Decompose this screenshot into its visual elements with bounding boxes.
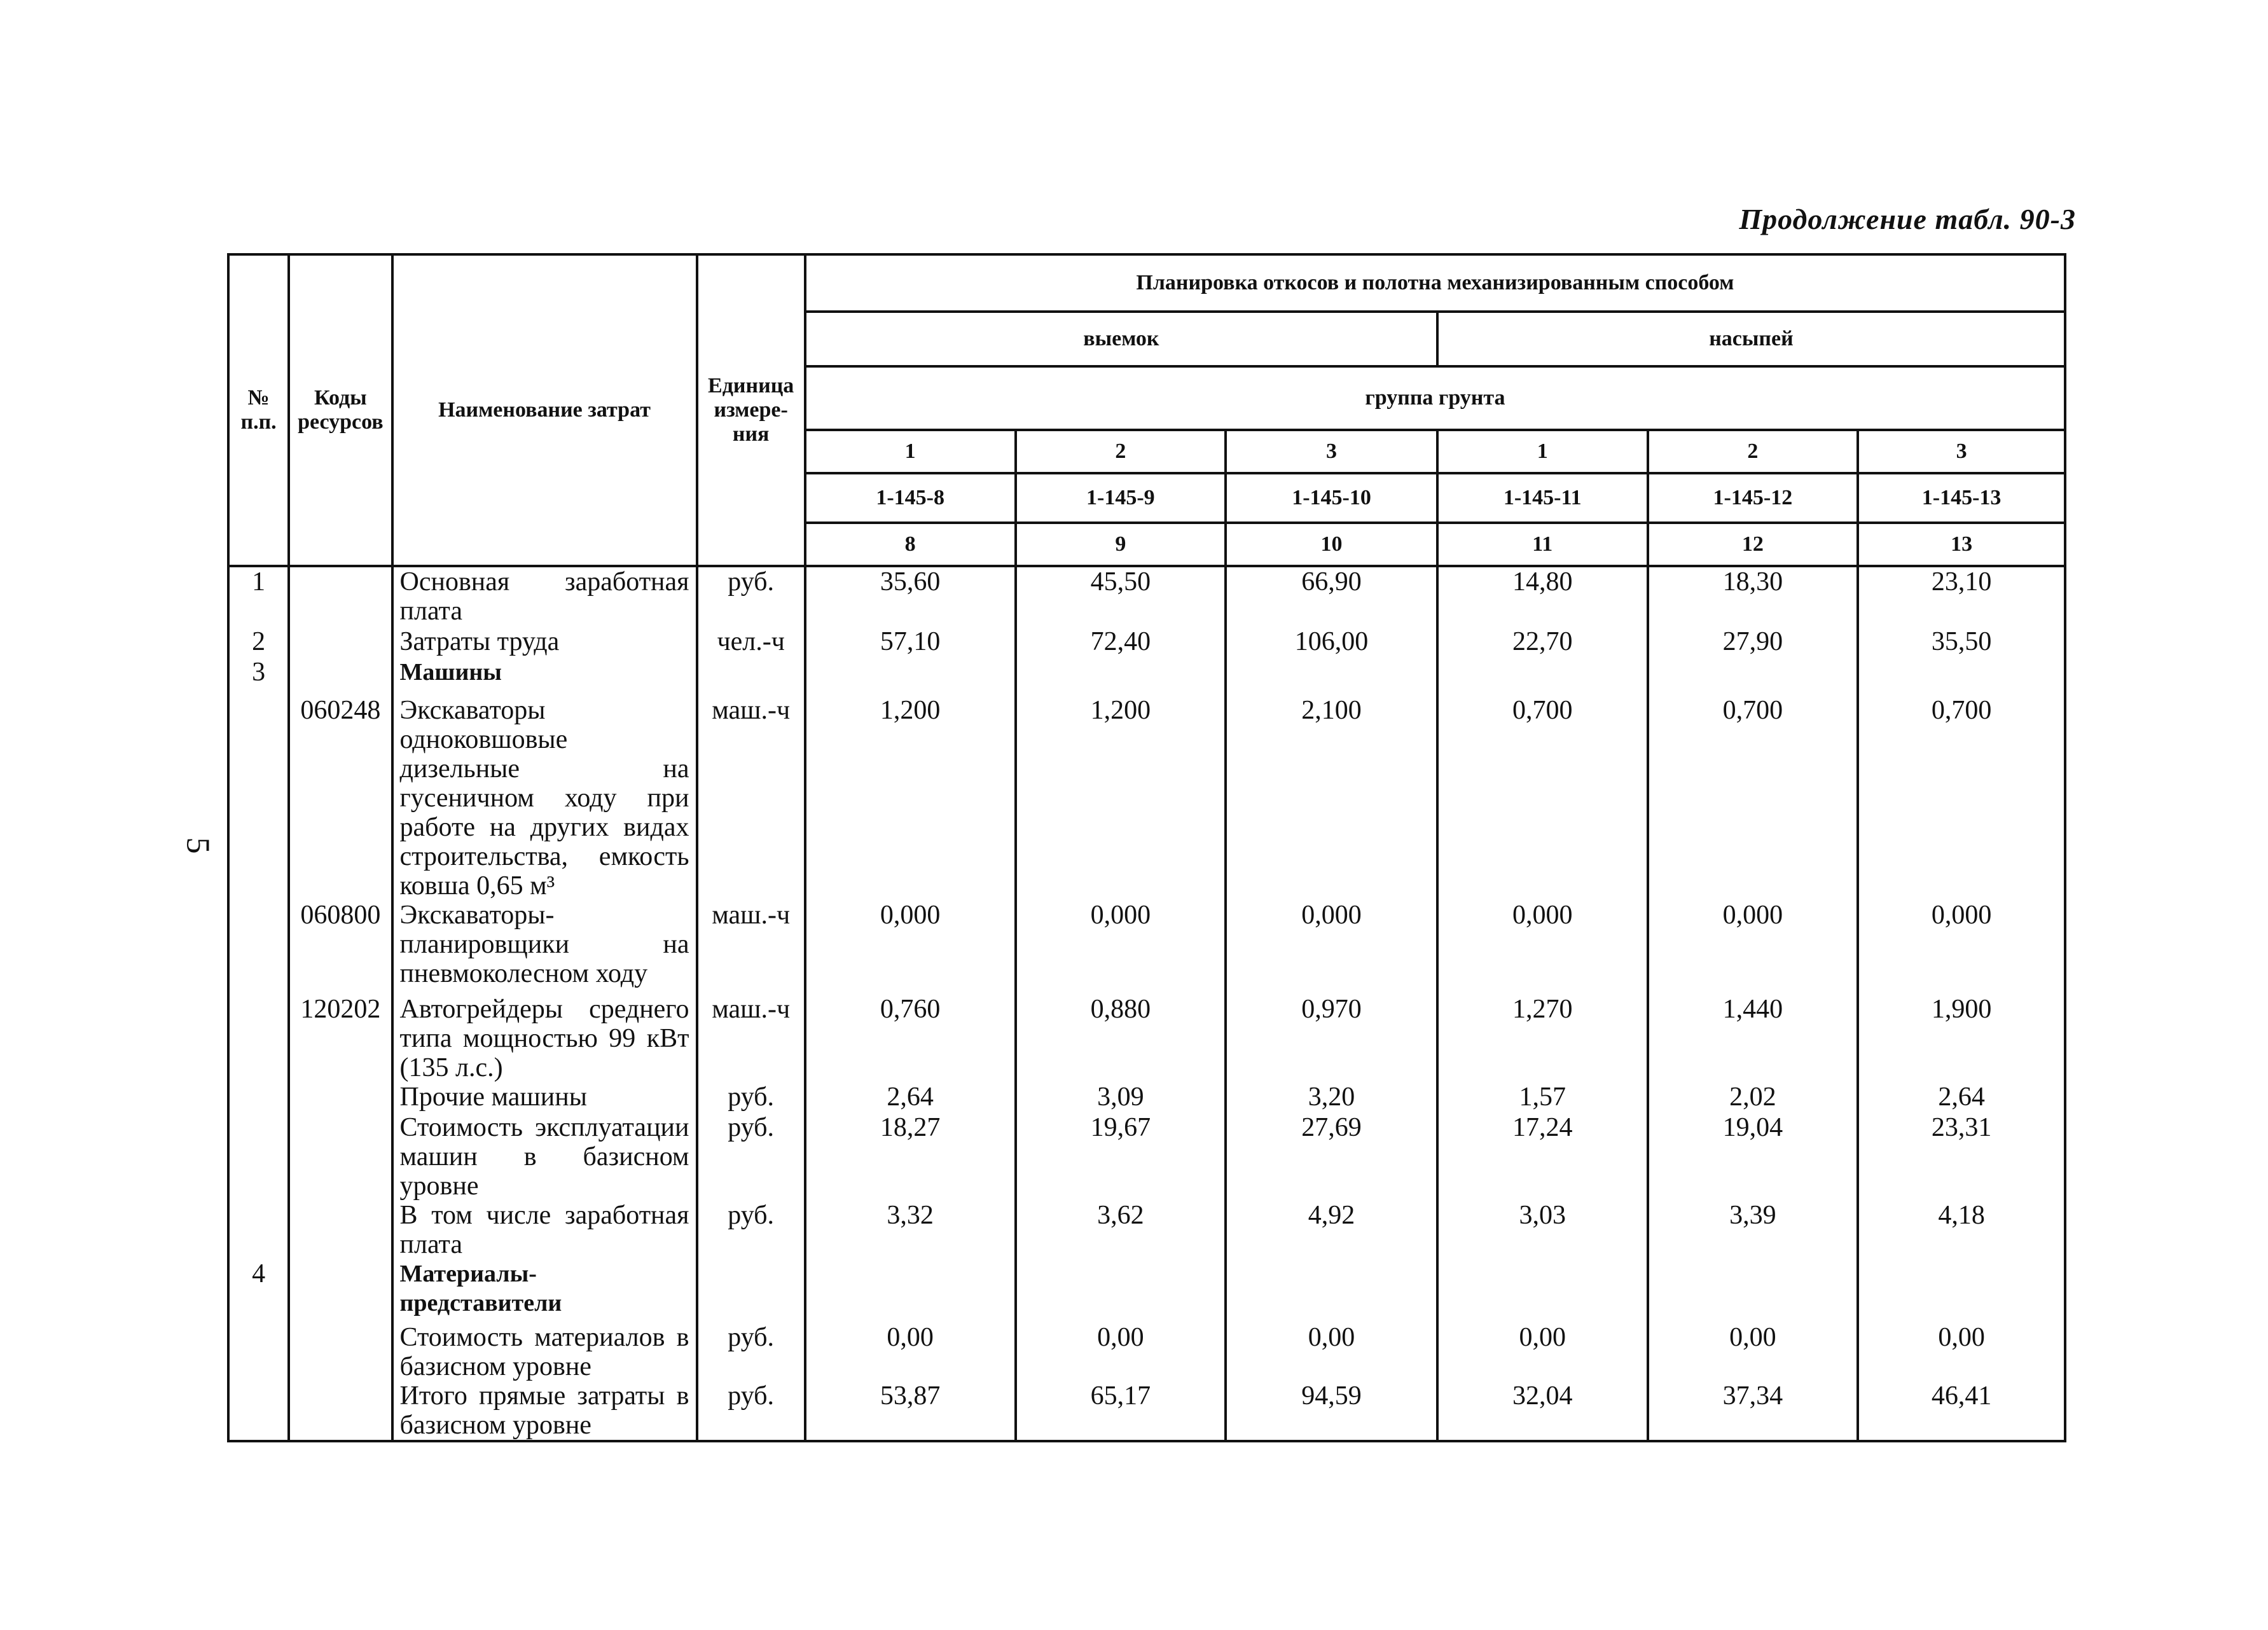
value-cell: 1,440 xyxy=(1648,995,1858,1082)
value-cell: 57,10 xyxy=(805,627,1016,658)
value-cell xyxy=(1648,658,1858,696)
value-cell: 3,20 xyxy=(1226,1082,1437,1113)
value-cell: 0,00 xyxy=(1648,1323,1858,1381)
value-cell: 23,10 xyxy=(1858,566,2065,627)
soil-group-cell: 3 xyxy=(1858,430,2065,473)
value-cell: 35,50 xyxy=(1858,627,2065,658)
value-cell: 32,04 xyxy=(1437,1381,1648,1441)
value-cell: 3,62 xyxy=(1016,1201,1226,1259)
value-cell: 4,18 xyxy=(1858,1201,2065,1259)
row-number: 2 xyxy=(228,627,289,658)
value-cell: 1,900 xyxy=(1858,995,2065,1082)
resource-code xyxy=(289,566,392,627)
value-cell: 0,00 xyxy=(1226,1323,1437,1381)
unit-cell: чел.-ч xyxy=(697,627,805,658)
norm-code-cell: 1-145-10 xyxy=(1226,473,1437,523)
header-group-cuts: выемок xyxy=(805,312,1437,366)
value-cell: 23,31 xyxy=(1858,1113,2065,1201)
unit-cell: руб. xyxy=(697,1323,805,1381)
resource-code xyxy=(289,1201,392,1259)
unit-cell: руб. xyxy=(697,566,805,627)
value-cell: 46,41 xyxy=(1858,1381,2065,1441)
value-cell: 0,000 xyxy=(1226,901,1437,995)
unit-cell: руб. xyxy=(697,1201,805,1259)
row-number: 1 xyxy=(228,566,289,627)
row-number xyxy=(228,1113,289,1201)
value-cell: 0,000 xyxy=(1648,901,1858,995)
resource-code xyxy=(289,1082,392,1113)
value-cell: 2,64 xyxy=(1858,1082,2065,1113)
unit-cell: маш.-ч xyxy=(697,696,805,901)
header-unit: Единица измере-ния xyxy=(697,254,805,566)
value-cell: 0,700 xyxy=(1648,696,1858,901)
cost-name: Автогрейдеры среднего типа мощностью 99 кВт (135 л.с.) xyxy=(392,995,697,1082)
table-caption: Продолжение табл. 90-3 xyxy=(1739,203,2076,235)
value-cell: 37,34 xyxy=(1648,1381,1858,1441)
row-number xyxy=(228,696,289,901)
header-soil-group: группа грунта xyxy=(805,366,2065,430)
unit-cell: руб. xyxy=(697,1113,805,1201)
value-cell: 3,09 xyxy=(1016,1082,1226,1113)
soil-group-cell: 1 xyxy=(805,430,1016,473)
value-cell: 17,24 xyxy=(1437,1113,1648,1201)
value-cell: 22,70 xyxy=(1437,627,1648,658)
resource-code: 060800 xyxy=(289,901,392,995)
row-number: 3 xyxy=(228,658,289,696)
value-cell xyxy=(1437,658,1648,696)
value-cell: 0,00 xyxy=(1016,1323,1226,1381)
soil-group-cell: 3 xyxy=(1226,430,1437,473)
value-cell xyxy=(805,658,1016,696)
soil-group-cell: 1 xyxy=(1437,430,1648,473)
norm-code-cell: 1-145-8 xyxy=(805,473,1016,523)
value-cell: 66,90 xyxy=(1226,566,1437,627)
resource-code xyxy=(289,1323,392,1381)
unit-cell: руб. xyxy=(697,1082,805,1113)
table-row xyxy=(228,1259,2065,1323)
value-cell: 0,000 xyxy=(1437,901,1648,995)
table-row xyxy=(228,566,2065,627)
soil-group-cell: 2 xyxy=(1648,430,1858,473)
table-row xyxy=(228,995,2065,1082)
value-cell: 0,00 xyxy=(1858,1323,2065,1381)
value-cell: 3,32 xyxy=(805,1201,1016,1259)
value-cell: 3,03 xyxy=(1437,1201,1648,1259)
value-cell: 2,02 xyxy=(1648,1082,1858,1113)
table-row xyxy=(228,1381,2065,1441)
value-cell: 0,880 xyxy=(1016,995,1226,1082)
header-main-title: Планировка откосов и полотна механизированным способом xyxy=(805,254,2065,312)
value-cell: 19,67 xyxy=(1016,1113,1226,1201)
resource-code xyxy=(289,1259,392,1323)
value-cell: 65,17 xyxy=(1016,1381,1226,1441)
value-cell xyxy=(1858,658,2065,696)
header-name: Наименование затрат xyxy=(392,254,697,566)
value-cell: 0,00 xyxy=(1437,1323,1648,1381)
value-cell xyxy=(805,1259,1016,1323)
value-cell: 53,87 xyxy=(805,1381,1016,1441)
value-cell: 0,760 xyxy=(805,995,1016,1082)
row-number: 4 xyxy=(228,1259,289,1323)
value-cell: 1,200 xyxy=(805,696,1016,901)
row-number xyxy=(228,995,289,1082)
row-number xyxy=(228,1381,289,1441)
cost-name: Затраты труда xyxy=(392,627,697,658)
value-cell: 0,000 xyxy=(1016,901,1226,995)
value-cell: 0,970 xyxy=(1226,995,1437,1082)
value-cell xyxy=(1016,1259,1226,1323)
table-row xyxy=(228,1082,2065,1113)
value-cell: 72,40 xyxy=(1016,627,1226,658)
cost-name: Стоимость материалов в базисном уровне xyxy=(392,1323,697,1381)
value-cell: 94,59 xyxy=(1226,1381,1437,1441)
value-cell: 2,64 xyxy=(805,1082,1016,1113)
norm-code-cell: 1-145-11 xyxy=(1437,473,1648,523)
soil-group-cell: 2 xyxy=(1016,430,1226,473)
value-cell: 27,69 xyxy=(1226,1113,1437,1201)
value-cell: 18,27 xyxy=(805,1113,1016,1201)
table-row xyxy=(228,901,2065,995)
column-number-cell: 11 xyxy=(1437,523,1648,566)
cost-name: Стоимость эксплуатации машин в базисном уровне xyxy=(392,1113,697,1201)
value-cell xyxy=(1858,1259,2065,1323)
unit-cell: маш.-ч xyxy=(697,995,805,1082)
value-cell: 1,200 xyxy=(1016,696,1226,901)
resource-code: 060248 xyxy=(289,696,392,901)
section-heading: Материалы-представители xyxy=(392,1259,697,1323)
value-cell: 0,700 xyxy=(1437,696,1648,901)
value-cell: 27,90 xyxy=(1648,627,1858,658)
table-row xyxy=(228,627,2065,658)
header-no: № п.п. xyxy=(228,254,289,566)
value-cell: 106,00 xyxy=(1226,627,1437,658)
column-number-cell: 8 xyxy=(805,523,1016,566)
cost-name: Экскаваторы-планировщики на пневмоколесном ходу xyxy=(392,901,697,995)
value-cell xyxy=(1437,1259,1648,1323)
column-number-cell: 9 xyxy=(1016,523,1226,566)
unit-cell xyxy=(697,658,805,696)
row-number xyxy=(228,1323,289,1381)
resource-code xyxy=(289,1113,392,1201)
value-cell xyxy=(1226,658,1437,696)
page-number: 5 xyxy=(179,837,216,854)
cost-name: Прочие машины xyxy=(392,1082,697,1113)
value-cell: 18,30 xyxy=(1648,566,1858,627)
value-cell xyxy=(1016,658,1226,696)
value-cell: 2,100 xyxy=(1226,696,1437,901)
table-row xyxy=(228,658,2065,696)
table-row xyxy=(228,1113,2065,1201)
cost-table xyxy=(227,253,2066,1442)
table-row xyxy=(228,696,2065,901)
value-cell: 0,000 xyxy=(805,901,1016,995)
value-cell: 45,50 xyxy=(1016,566,1226,627)
column-number-cell: 10 xyxy=(1226,523,1437,566)
column-number-cell: 12 xyxy=(1648,523,1858,566)
row-number xyxy=(228,901,289,995)
section-heading: Машины xyxy=(392,658,697,696)
norm-code-cell: 1-145-9 xyxy=(1016,473,1226,523)
resource-code xyxy=(289,658,392,696)
header-group-fills: насыпей xyxy=(1437,312,2065,366)
resource-code xyxy=(289,1381,392,1441)
value-cell: 0,000 xyxy=(1858,901,2065,995)
value-cell: 0,700 xyxy=(1858,696,2065,901)
value-cell: 1,57 xyxy=(1437,1082,1648,1113)
cost-name: Итого прямые затраты в базисном уровне xyxy=(392,1381,697,1441)
column-number-cell: 13 xyxy=(1858,523,2065,566)
value-cell xyxy=(1226,1259,1437,1323)
value-cell: 19,04 xyxy=(1648,1113,1858,1201)
value-cell: 4,92 xyxy=(1226,1201,1437,1259)
unit-cell: руб. xyxy=(697,1381,805,1441)
cost-name: В том числе заработная плата xyxy=(392,1201,697,1259)
value-cell xyxy=(1648,1259,1858,1323)
norm-code-cell: 1-145-13 xyxy=(1858,473,2065,523)
table-row xyxy=(228,1323,2065,1381)
resource-code: 120202 xyxy=(289,995,392,1082)
resource-code xyxy=(289,627,392,658)
norm-code-cell: 1-145-12 xyxy=(1648,473,1858,523)
value-cell: 35,60 xyxy=(805,566,1016,627)
value-cell: 14,80 xyxy=(1437,566,1648,627)
value-cell: 3,39 xyxy=(1648,1201,1858,1259)
row-number xyxy=(228,1082,289,1113)
cost-name: Основная заработная плата xyxy=(392,566,697,627)
table-row xyxy=(228,1201,2065,1259)
cost-name: Экскаваторы одноковшовые дизельные на гусеничном ходу при работе на других видах строительства, емкость ковша 0,65 м³ xyxy=(392,696,697,901)
unit-cell: маш.-ч xyxy=(697,901,805,995)
unit-cell xyxy=(697,1259,805,1323)
header-code: Коды ресурсов xyxy=(289,254,392,566)
value-cell: 1,270 xyxy=(1437,995,1648,1082)
row-number xyxy=(228,1201,289,1259)
value-cell: 0,00 xyxy=(805,1323,1016,1381)
